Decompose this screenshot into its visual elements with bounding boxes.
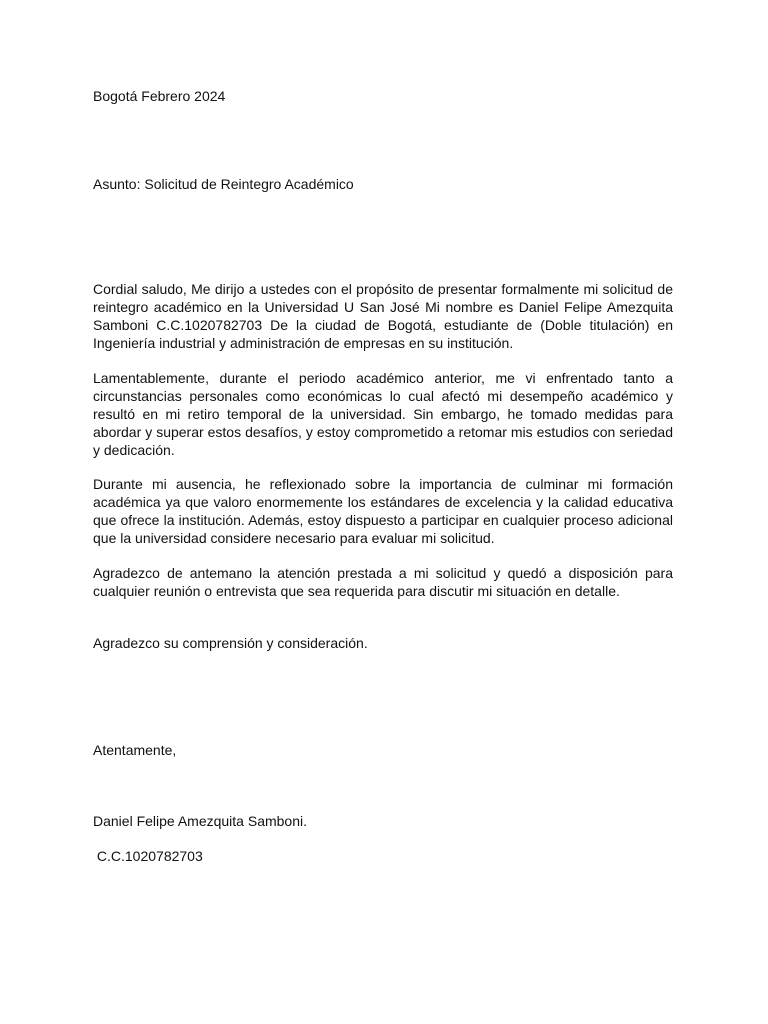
body-paragraph-4: Agradezco de antemano la atención prestada a mi solicitud y quedó a disposición para cualquier reunión o entrevista que sea requerida para discutir mi situación en detalle. [93, 565, 673, 599]
body-paragraph-2: Lamentablemente, durante el periodo académico anterior, me vi enfrentado tanto a circunstancias personales como económicas lo cual afectó mi desempeño académico y resultó en mi retiro temporal de la universidad. Sin embargo, he tomado medidas para abordar y superar estos desafíos, y estoy comprometido a retomar mis estudios con seriedad y dedicación. [93, 370, 673, 458]
date-line: Bogotá Febrero 2024 [93, 88, 226, 104]
thanks-line: Agradezco su comprensión y consideración. [93, 635, 368, 651]
body-paragraph-1: Cordial saludo, Me dirijo a ustedes con el propósito de presentar formalmente mi solicitud de reintegro académico en la Universidad U San José Mi nombre es Daniel Felipe Amezquita Samboni C.C.1020782703 De la ciudad de Bogotá, estudiante de (Doble titulación) en Ingeniería industrial y administración de empresas en su institución. [93, 281, 673, 351]
signature-id: C.C.1020782703 [93, 848, 203, 864]
body-paragraph-3: Durante mi ausencia, he reflexionado sobre la importancia de culminar mi formación académica ya que valoro enormemente los estándares de excelencia y la calidad educativa que ofrece la institución. Además, estoy dispuesto a participar en cualquier proceso adicional que la universidad considere necesario para evaluar mi solicitud. [93, 476, 673, 546]
closing-line: Atentamente, [93, 742, 177, 758]
signature-name: Daniel Felipe Amezquita Samboni. [93, 813, 308, 829]
subject-line: Asunto: Solicitud de Reintegro Académico [93, 176, 354, 192]
